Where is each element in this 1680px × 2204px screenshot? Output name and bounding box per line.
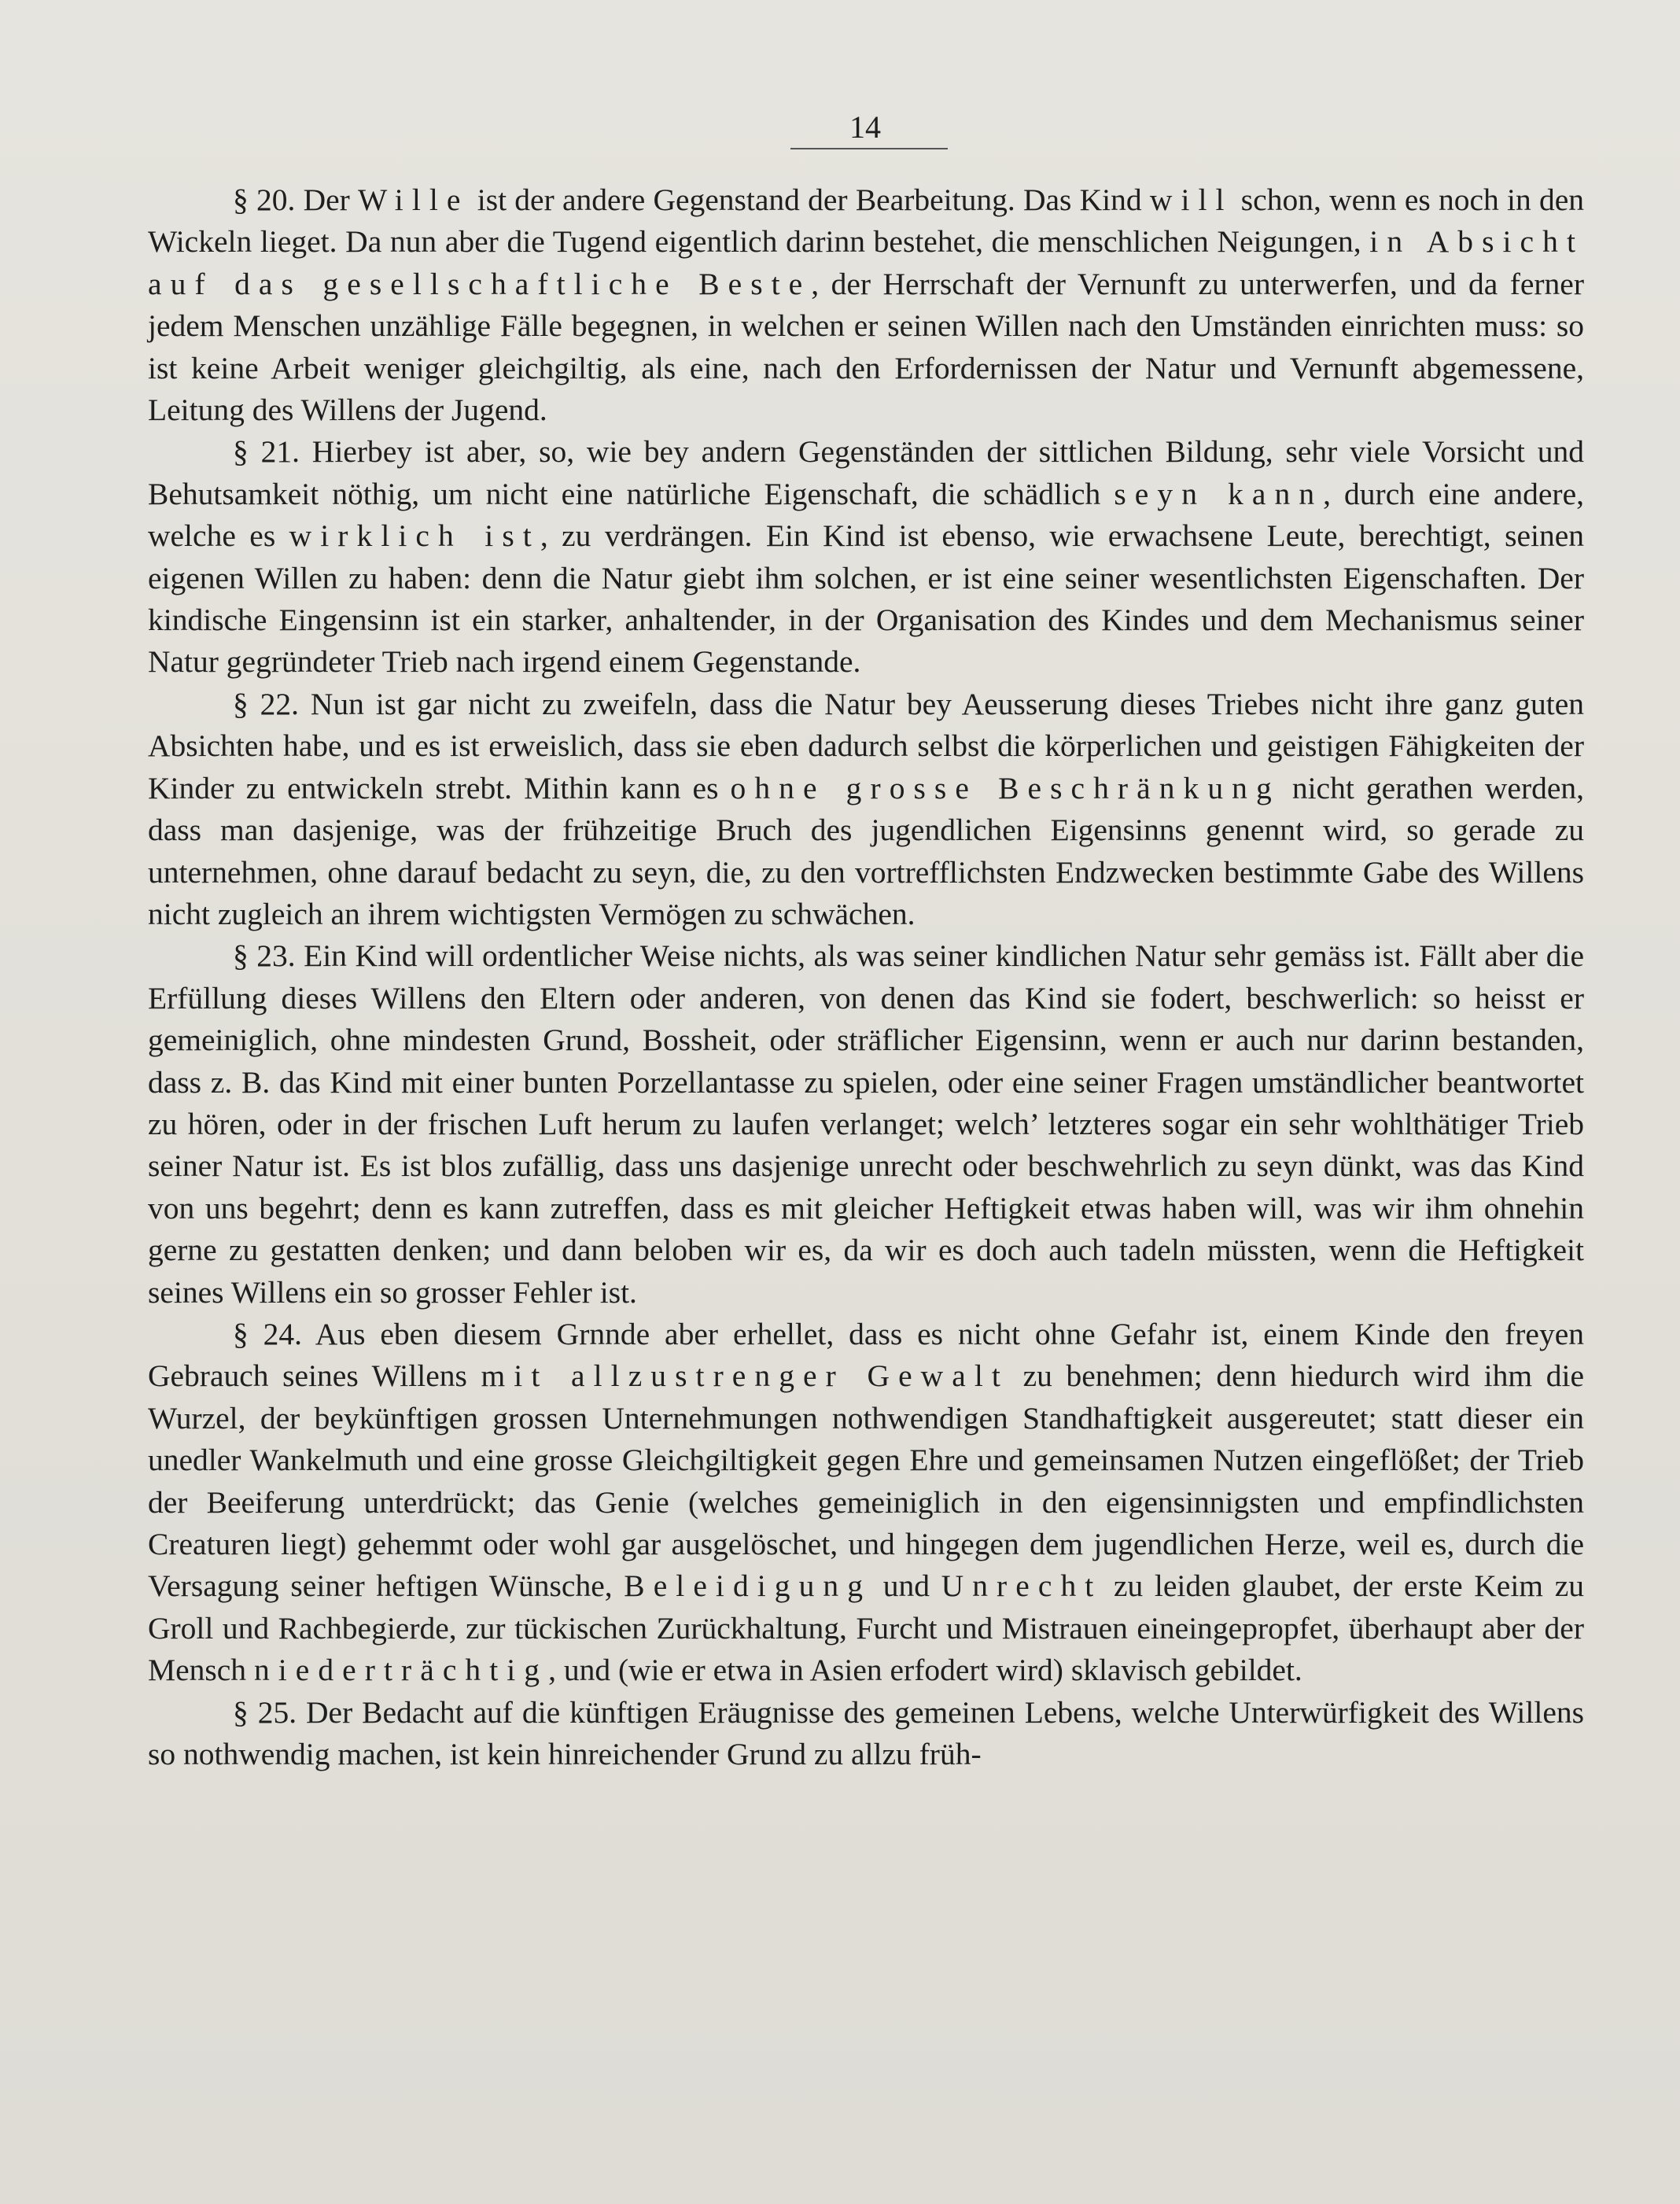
text-segment: § 25. Der Bedacht auf die künftigen Eräugnisse des gemeinen Lebens, welche Unterwürfigkeit des Willens so nothwendig machen, ist kein hinreichender Grund zu allzu früh- (148, 1694, 1584, 1772)
paragraph-22 (148, 684, 1584, 935)
text-segment: nicht gerathen werden, dass man dasjenige, was der frühzeitige Bruch des jugendlichen Eigensinns genennt wird, so gerade zu unternehmen, ohne darauf bedacht zu seyn, die, zu den vortrefflichsten Endzwecken bestimmte Gabe des Willens nicht zugleich an ihrem wichtigsten Vermögen zu schwächen. (148, 770, 1585, 931)
text-segment: zu leiden glaubet, der erste Keim zu Groll und Rachbegierde, zur tückischen Zurückhaltung, Furcht und Mistrauen eineingepropfet, überhaupt aber der Mensch (148, 1568, 1584, 1688)
spaced-emphasis-text: ohne grosse Beschränkung (730, 770, 1280, 805)
text-segment: § 24. Aus eben diesem Grnnde aber erhellet, dass es nicht ohne Gefahr ist, einem Kinde den freyen Gebrauch seines Willens (148, 1316, 1584, 1394)
text-segment: § 20. Der (233, 182, 359, 217)
text-segment: und (871, 1568, 941, 1604)
text-segment: § 23. Ein Kind will ordentlicher Weise nichts, als was seiner kindlichen Natur sehr gemäss ist. Fällt aber die Erfüllung dieses Willens den Eltern oder anderen, von denen das Kind sie fodert, beschwerlich: so heisst er gemeiniglich, ohne mindesten Grund, Bossheit, oder sträflicher Eigensinn, wenn er auch nur darinn bestanden, dass z. B. das Kind mit einer bunten Porzellantasse zu spielen, oder eine seiner Fragen umständlicher beantwortet zu hören, oder in der frischen Luft herum zu laufen verlanget; welch’ letzteres sogar ein sehr wohlthätiger Trieb seiner Natur ist. Es ist blos zufällig, dass uns dasjenige unrecht oder beschwehrlich zu seyn dünkt, was das Kind von uns begehrt; denn es kann zutreffen, dass es mit gleicher Heftigkeit etwas haben will, was wir ihm ohnehin gerne zu gestatten denken; und dann beloben wir es, da wir es doch auch tadeln müssten, wenn die Heftigkeit seines Willens ein so grosser Fehler ist. (148, 938, 1584, 1310)
page-number-rule (790, 148, 948, 149)
text-segment: § 21. Hierbey ist aber, so, wie bey andern Gegenständen der sittlichen Bildung, sehr viele Vorsicht und Behutsamkeit nöthig, um nicht eine natürliche Eigenschaft, die schädlich (148, 434, 1584, 511)
body-text (148, 179, 1584, 1775)
spaced-emphasis-text: Unrecht (941, 1568, 1103, 1604)
paragraph-23 (148, 935, 1584, 1314)
spaced-emphasis-text: will (1149, 182, 1233, 217)
page-number: 14 (849, 109, 881, 145)
spaced-emphasis-text: niederträchtig (253, 1653, 549, 1688)
text-segment: , durch eine andere, welche es (148, 476, 1584, 554)
paragraph-20 (148, 179, 1584, 431)
paragraph-21 (148, 431, 1584, 683)
text-segment: zu benehmen; denn hiedurch wird ihm die Wurzel, der beykünftigen grossen Unternehmungen nothwendigen Standhaftigkeit ausgereutet; statt dieser ein unedler Wankelmuth und eine grosse Gleichgiltigkeit gegen Ehre und gemeinsamen Nutzen eingeflößet; der Trieb der Beeiferung unterdrückt; das Genie (welches gemeiniglich in den eigensinnigsten und empfindlichsten Creaturen liegt) gehemmt oder wohl gar ausgelöschet, und hingegen dem jugendlichen Herze, weil es, durch die Versagung seiner heftigen Wünsche, (148, 1358, 1584, 1604)
paragraph-25 (148, 1692, 1584, 1776)
text-segment: , der Herrschaft der Vernunft zu unterwerfen, und da ferner jedem Menschen unzählige Fälle begegnen, in welchen er seinen Willen nach den Umständen einrichten muss: so ist keine Arbeit weniger gleichgiltig, als eine, nach den Erfordernissen der Natur und Vernunft abgemessene, Leitung des Willens der Jugend. (148, 266, 1584, 428)
spaced-emphasis-text: mit allzustrenger Gewalt (481, 1358, 1009, 1394)
text-segment: , und (wie er etwa in Asien erfodert wird) sklavisch gebildet. (548, 1653, 1302, 1688)
spaced-emphasis-text: wirklich ist (289, 518, 540, 554)
spaced-emphasis-text: Beleidigung (624, 1568, 872, 1604)
paragraph-24 (148, 1314, 1584, 1692)
spaced-emphasis-text: Wille (358, 182, 470, 217)
text-segment: ist der andere Gegenstand der Bearbeitung. Das Kind (469, 182, 1150, 217)
text-segment: schon, wenn es noch in den Wickeln lieget. Da nun aber die Tugend eigentlich darinn bestehet, die menschlichen Neigungen, (148, 182, 1585, 260)
spaced-emphasis-text: seyn kann (1114, 476, 1324, 511)
text-segment: § 22. Nun ist gar nicht zu zweifeln, dass die Natur bey Aeusserung dieses Triebes nicht ihre ganz guten Absichten habe, und es ist erweislich, dass sie eben dadurch selbst die körperlichen und geistigen Fähigkeiten der Kinder zu entwickeln strebt. Mithin kann es (148, 686, 1584, 805)
spaced-emphasis-text: in Absicht auf das gesellschaftliche Beste (148, 224, 1584, 301)
text-segment: , zu verdrängen. Ein Kind ist ebenso, wie erwachsene Leute, berechtigt, seinen eigenen Willen zu haben: denn die Natur giebt ihm solchen, er ist eine seiner wesentlichsten Eigenschaften. Der kindische Eingensinn ist ein starker, anhaltender, in der Organisation des Kindes und dem Mechanismus seiner Natur gegründeter Trieb nach irgend einem Gegenstande. (148, 518, 1584, 680)
